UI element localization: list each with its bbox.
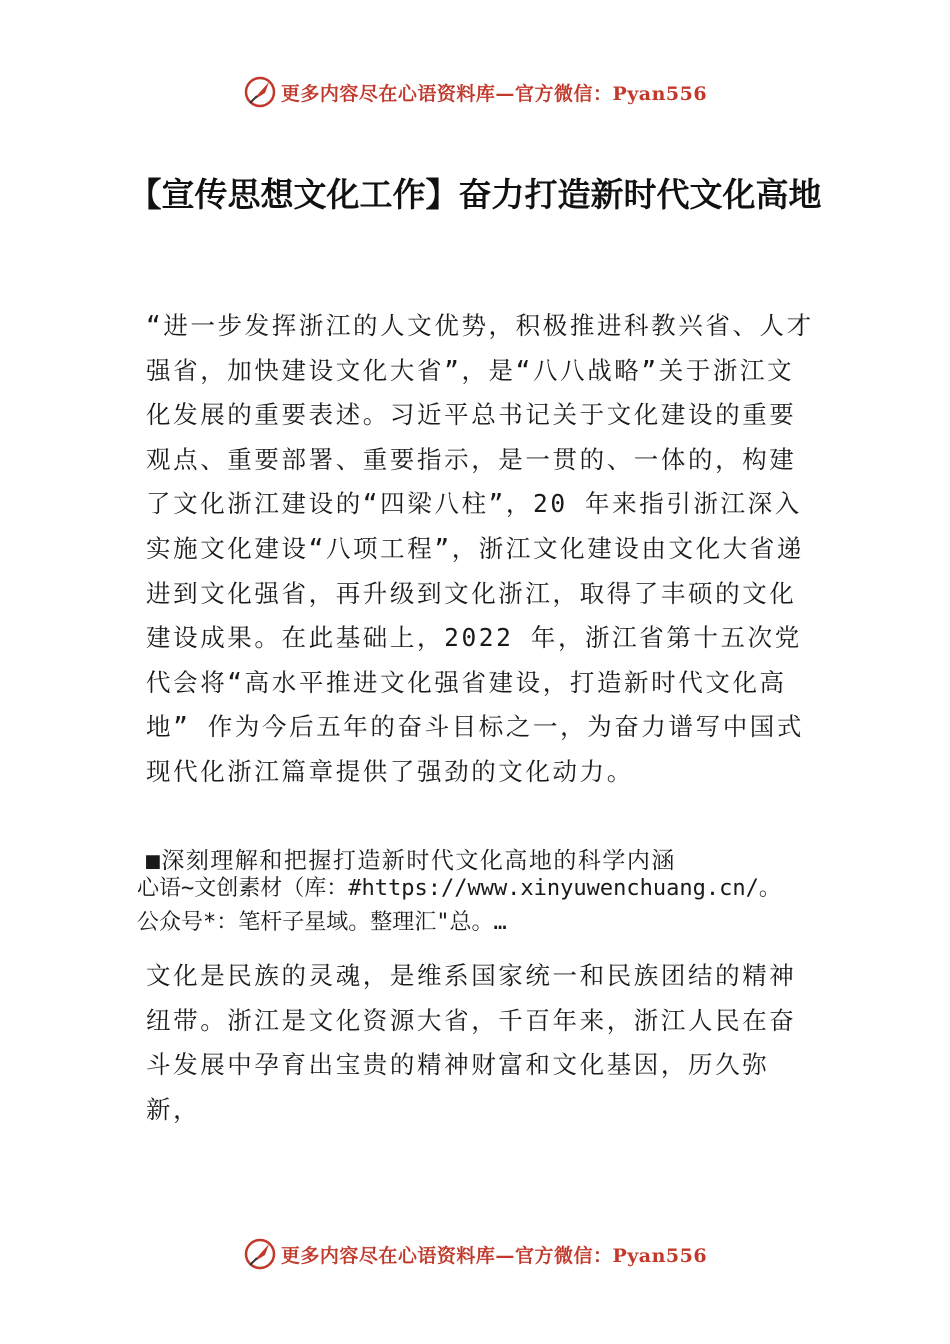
quill-logo-icon: [243, 75, 277, 109]
footer-banner: [0, 1234, 950, 1274]
page-title: 【宣传思想文化工作】奋力打造新时代文化高地: [128, 175, 822, 214]
header-banner: [0, 72, 950, 112]
paragraph-1: “进一步发挥浙江的人文优势，积极推进科教兴省、人才强省，加快建设文化大省”，是“八八战略”关于浙江文化发展的重要表述。习近平总书记关于文化建设的重要观点、重要部署、重要指示，是一贯的、一体的，构建了文化浙江建设的“四梁八柱”，20 年来指引浙江深入实施文化建设“八项工程”，浙江文化建设由文化大省递进到文化强省，再升级到文化浙江，取得了丰硕的文化建设成果。在此基础上，2022 年，浙江省第十五次党代会将“高水平推进文化强省建设，打造新时代文化高地” 作为今后五年的奋斗目标之一，为奋力谱写中国式现代化浙江篇章提供了强劲的文化动力。: [146, 311, 814, 786]
footer-banner-wechat: 官方微信：Pyan556: [514, 1244, 708, 1267]
banner-title: 更多内容尽在心语资料库—: [280, 82, 515, 105]
paragraph-2: 文化是民族的灵魂，是维系国家统一和民族团结的精神纽带。浙江是文化资源大省，千百年来，浙江人民在奋斗发展中孕育出宝贵的精神财富和文化基因，历久弥新，: [146, 961, 797, 1124]
quill-logo-icon: [243, 1237, 277, 1271]
source-notice: [137, 872, 857, 940]
section-heading: ■深刻理解和把握打造新时代文化高地的科学内涵: [146, 848, 676, 874]
source-notice-line-2: 公众号*：笔杆子星域。整理汇"总。…: [137, 910, 507, 935]
banner-wechat: 官方微信：Pyan556: [514, 82, 708, 105]
footer-banner-title: 更多内容尽在心语资料库—: [280, 1244, 515, 1267]
source-notice-line-1: 心语~文创素材（库：#https://www.xinyuwenchuang.cn/。: [137, 876, 781, 901]
